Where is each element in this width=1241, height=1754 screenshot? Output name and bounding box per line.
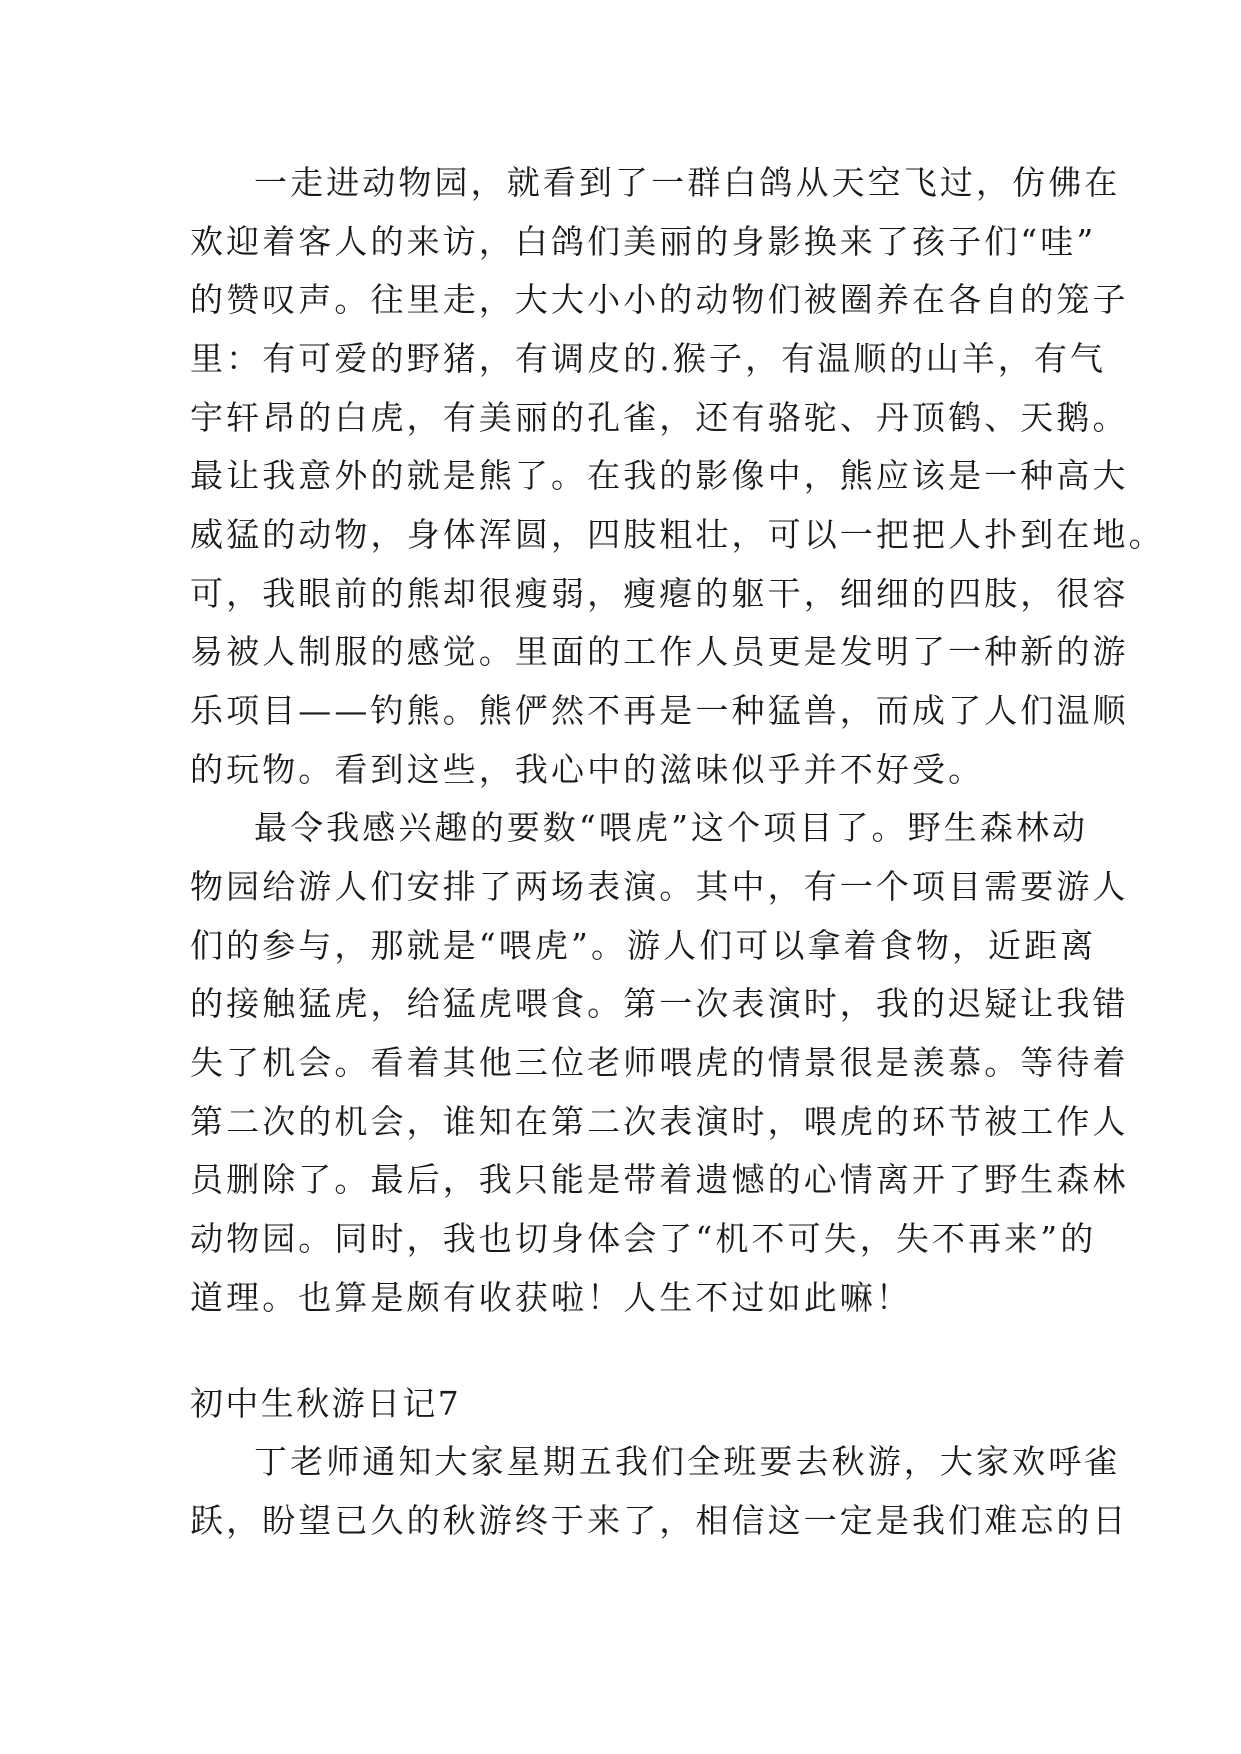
- paragraph-1-line: 的玩物。看到这些，我心中的滋味似乎并不好受。: [190, 750, 985, 789]
- paragraph-2-line: 道理。也算是颇有收获啦！人生不过如此嘛！: [190, 1278, 912, 1317]
- paragraph-2-line: 物园给游人们安排了两场表演。其中，有一个项目需要游人: [190, 867, 1129, 906]
- paragraph-1-line: 欢迎着客人的来访，白鸽们美丽的身影换来了孩子们“哇”: [190, 222, 1097, 261]
- paragraph-2-line: 失了机会。看着其他三位老师喂虎的情景很是羡慕。等待着: [190, 1043, 1129, 1082]
- paragraph-1-line: 威猛的动物，身体浑圆，四肢粗壮，可以一把把人扑到在地。: [190, 515, 1165, 554]
- paragraph-2-line: 动物园。同时，我也切身体会了“机不可失，失不再来”的: [190, 1219, 1097, 1258]
- paragraph-3-line: 丁老师通知大家星期五我们全班要去秋游，大家欢呼雀: [254, 1442, 1121, 1481]
- paragraph-2-line: 最令我感兴趣的要数“喂虎”这个项目了。野生森林动: [254, 808, 1089, 847]
- paragraph-2-line: 的接触猛虎，给猛虎喂食。第一次表演时，我的迟疑让我错: [190, 984, 1129, 1023]
- paragraph-1-line: 宇轩昂的白虎，有美丽的孔雀，还有骆驼、丹顶鹤、天鹅。: [190, 398, 1129, 437]
- paragraph-2-line: 第二次的机会，谁知在第二次表演时，喂虎的环节被工作人: [190, 1102, 1129, 1141]
- paragraph-2-line: 们的参与，那就是“喂虎”。游人们可以拿着食物，近距离: [190, 926, 1097, 965]
- paragraph-1-line: 的赞叹声。往里走，大大小小的动物们被圈养在各自的笼子: [190, 280, 1129, 319]
- section-heading: 初中生秋游日记7: [190, 1384, 462, 1423]
- paragraph-1-line: 一走进动物园，就看到了一群白鸽从天空飞过，仿佛在: [254, 163, 1121, 202]
- paragraph-2-line: 员删除了。最后，我只能是带着遗憾的心情离开了野生森林: [190, 1160, 1129, 1199]
- paragraph-3-line: 跃，盼望已久的秋游终于来了，相信这一定是我们难忘的日: [190, 1501, 1129, 1540]
- paragraph-1-line: 乐项目——钓熊。熊俨然不再是一种猛兽，而成了人们温顺: [190, 691, 1129, 730]
- paragraph-1-line: 易被人制服的感觉。里面的工作人员更是发明了一种新的游: [190, 632, 1129, 671]
- paragraph-1-line: 最让我意外的就是熊了。在我的影像中，熊应该是一种高大: [190, 456, 1129, 495]
- paragraph-1-line: 可，我眼前的熊却很瘦弱，瘦瘪的躯干，细细的四肢，很容: [190, 574, 1129, 613]
- paragraph-1-line: 里：有可爱的野猪，有调皮的.猴子，有温顺的山羊，有气: [190, 339, 1107, 378]
